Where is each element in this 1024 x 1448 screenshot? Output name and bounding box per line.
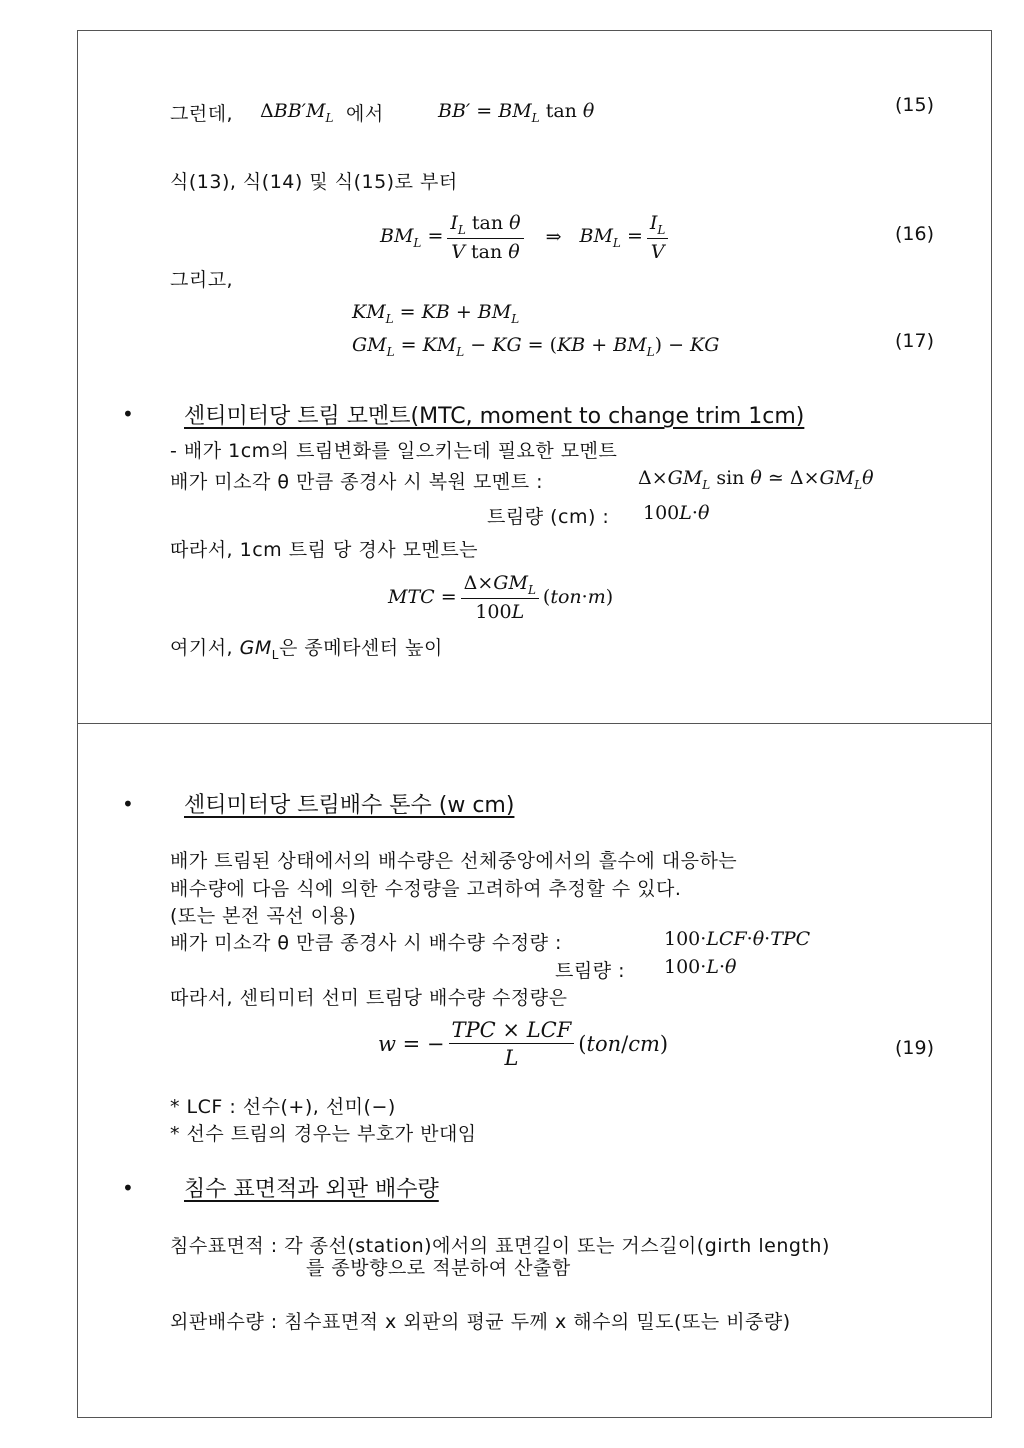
bullet-wcm: • (122, 792, 134, 816)
intro-after-label: 에서 (346, 103, 384, 125)
equation-17-line2: $GM_L = KM_L$ − KG = $(KB + BM_L)$ − KG (352, 334, 720, 359)
triangle-bbml-expression: $\Delta BB'M_L$ (260, 100, 334, 125)
equation-number-15: (15) (895, 94, 935, 116)
mtc-heading: 센티미터당 트림 모멘트(MTC, moment to change trim 1cm) (184, 404, 805, 429)
equation-15: $BB' = BM_L$ tan θ (438, 100, 595, 125)
trim-expression: 100·L·θ (664, 956, 737, 978)
equation-number-19: (19) (895, 1037, 935, 1059)
wetted-surface-definition-line2: 를 종방향으로 적분하여 산출함 (306, 1257, 571, 1279)
from-equations-text: 식(13), 식(14) 및 식(15)로 부터 (170, 171, 458, 193)
trim-amount-label: 트림량 (cm) : (487, 506, 610, 528)
and-label: 그리고, (170, 269, 234, 291)
equation-19: w = − $\frac{\text{TPC × LCF}}{L}$ (ton/cm) (378, 1018, 669, 1070)
where-gml-text: 여기서, $GM_L$은 종메타센터 높이 (170, 637, 443, 662)
intro-label: 그런데, (170, 103, 234, 125)
displacement-correction-label: 배가 미소각 θ 만큼 종경사 시 배수량 수정량 : (170, 932, 562, 954)
equation-17-line1: $KM_L$ = KB + $BM_L$ (352, 301, 520, 326)
shell-displacement-definition: 외판배수량 : 침수표면적 x 외판의 평균 두께 x 해수의 밀도(또는 비중량) (170, 1311, 791, 1333)
wcm-paragraph-line1: 배가 트림된 상태에서의 배수량은 선체중앙에서의 흘수에 대응하는 (170, 850, 738, 872)
wetted-surface-definition-line1: 침수표면적 : 각 종선(station)에서의 표면길이 또는 거스길이(girth length) (170, 1235, 830, 1257)
wcm-paragraph-line2: 배수량에 다음 식에 의한 수정량을 고려하여 추정할 수 있다. (170, 878, 682, 900)
trim-amount-expression: 100L·θ (643, 502, 710, 524)
wcm-paragraph-line3: (또는 본전 곡선 이용) (170, 905, 357, 927)
equation-number-16: (16) (895, 223, 935, 245)
equation-16: $BM_L$ = $\frac{I_L \tan \theta}{\text{V tan θ}}$ ⇒ $BM_L$ = $\frac{I_L}{V}$ (380, 212, 672, 263)
bullet-wetted: • (122, 1176, 134, 1200)
wetted-surface-heading: 침수 표면적과 외판 배수량 (184, 1177, 439, 1202)
equation-number-17: (17) (895, 330, 935, 352)
lcf-note: * LCF : 선수(+), 선미(−) (170, 1096, 396, 1118)
therefore-moment-text: 따라서, 1cm 트림 당 경사 모멘트는 (170, 539, 479, 561)
mtc-dash-item: - 배가 1cm의 트림변화를 일으키는데 필요한 모멘트 (170, 440, 618, 462)
trim-label: 트림량 : (555, 960, 626, 982)
restoring-moment-expression: $\Delta\times GM_L$ sin θ ≃ $\Delta\times GM_L\theta$ (638, 467, 874, 492)
displacement-correction-expression: 100·LCF·θ·TPC (664, 928, 811, 950)
bow-trim-note: * 선수 트림의 경우는 부호가 반대임 (170, 1123, 477, 1145)
restoring-moment-label: 배가 미소각 θ 만큼 종경사 시 복원 모멘트 : (170, 471, 544, 493)
bullet-mtc: • (122, 402, 134, 426)
therefore-correction-text: 따라서, 센티미터 선미 트림당 배수량 수정량은 (170, 987, 568, 1009)
wcm-heading: 센티미터당 트림배수 톤수 (w cm) (184, 793, 515, 818)
equation-18: MTC = $\frac{\Delta\times GM_L}{100L}$ (ton·m) (388, 572, 614, 623)
